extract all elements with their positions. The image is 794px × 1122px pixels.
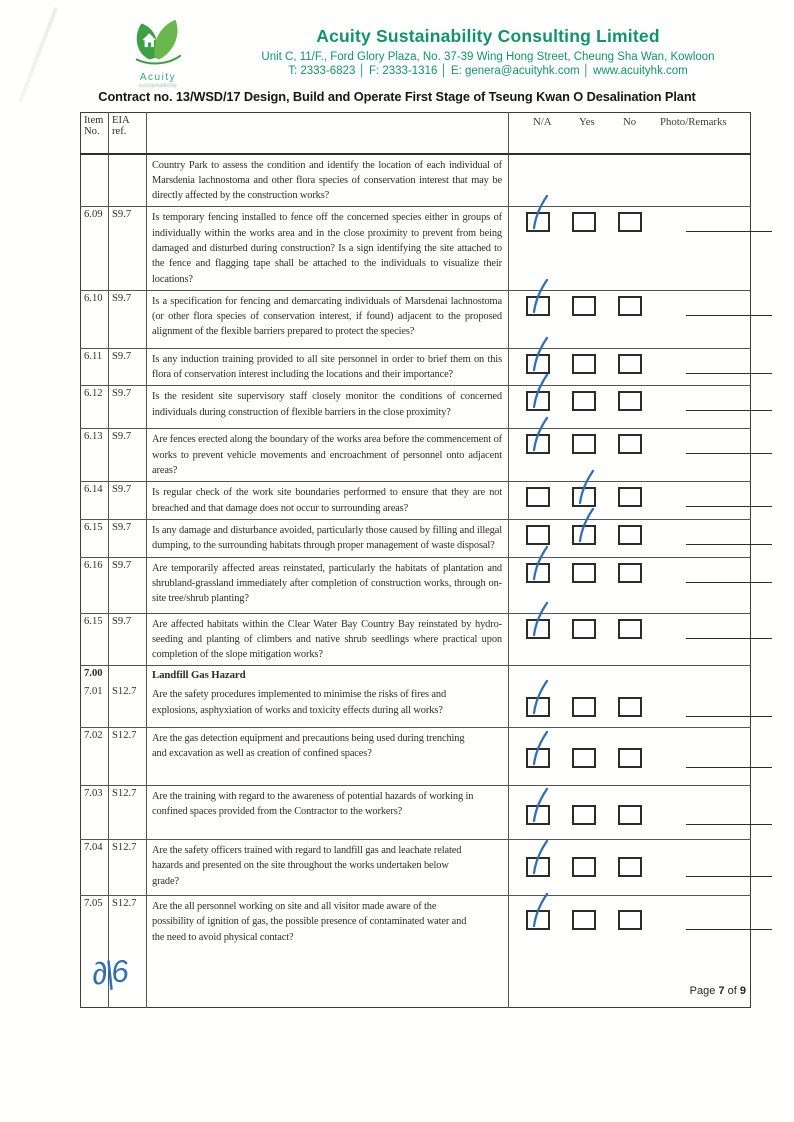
question-cell (147, 666, 509, 685)
checklist-table-wrap (80, 112, 750, 1008)
checkbox-yes[interactable] (572, 212, 596, 232)
remarks-line[interactable] (686, 910, 772, 930)
remarks-line[interactable] (686, 619, 772, 639)
question-cell (147, 727, 509, 785)
checks-cell (509, 785, 751, 839)
checkbox-no[interactable] (618, 296, 642, 316)
checkbox-yes[interactable] (572, 619, 596, 639)
col-header-no: No (623, 116, 637, 128)
checks-cell (509, 519, 751, 557)
col-header-item: Item No. (81, 113, 109, 154)
acuity-leaf-logo-icon (128, 18, 188, 66)
checks-cell (509, 290, 751, 348)
question-text: Are the all personnel working on site and all visitor made aware of the possibility of ignition of gas, the possible presence of contaminated water and the need to avoid physical contact? (152, 900, 467, 943)
question-cell (147, 519, 509, 557)
question-cell (147, 684, 509, 727)
remarks-line[interactable] (686, 391, 772, 411)
checkbox-yes-box (572, 296, 596, 316)
checks-cell (509, 348, 751, 386)
checkbox-yes-box (572, 212, 596, 232)
eia-ref-cell: S9.7 (109, 482, 147, 520)
question-text: Is temporary fencing installed to fence off the concerned species either in groups of individually within the works area and in the close proximity to prevent from being damaged and disturbed during construction? Is a sign identifying the site attached to the fence and flagging tape shall be attached to the individuals to visualize their locations? (152, 212, 502, 285)
checkbox-no-box (618, 434, 642, 454)
checkbox-na-box (526, 697, 550, 717)
checkbox-yes-box (572, 910, 596, 930)
checkbox-yes-box (572, 805, 596, 825)
col-header-yes: Yes (579, 116, 595, 128)
checkbox-na-box (526, 354, 550, 374)
checkbox-na-box (526, 391, 550, 411)
remarks-line[interactable] (686, 748, 772, 768)
checkbox-na-box (526, 748, 550, 768)
item-no-cell: 7.00 (81, 666, 109, 685)
checkbox-no[interactable] (618, 434, 642, 454)
item-no-cell: 7.05 (81, 895, 109, 1007)
item-no-cell: 6.15 (81, 613, 109, 666)
remarks-line[interactable] (686, 857, 772, 877)
table-row (81, 207, 751, 290)
question-cell (147, 290, 509, 348)
checkbox-no[interactable] (618, 748, 642, 768)
eia-ref-cell: S9.7 (109, 348, 147, 386)
question-text: Are the gas detection equipment and precautions being used during trenching and excavation as well as creation of confined spaces? (152, 732, 465, 760)
company-name: Acuity Sustainability Consulting Limited (316, 26, 660, 46)
checkbox-no[interactable] (618, 391, 642, 411)
checkbox-yes-box (572, 857, 596, 877)
item-no-cell: 6.13 (81, 429, 109, 482)
question-cell (147, 895, 509, 1007)
remarks-line[interactable] (686, 434, 772, 454)
col-header-question (147, 113, 509, 154)
question-text: Is a specification for fencing and demarcating individuals of Marsdenai lachnostoma (or other flora species of conservation interest, if found) adjacent to the proposed alignment of the flexible barriers prepared to protect the species? (152, 295, 502, 338)
checkbox-no-box (618, 910, 642, 930)
checkbox-na[interactable] (526, 525, 550, 545)
checks-cell (509, 386, 751, 429)
question-cell (147, 386, 509, 429)
col-header-na: N/A (533, 116, 552, 128)
item-no-cell: 6.09 (81, 207, 109, 290)
table-row (81, 429, 751, 482)
table-row (81, 348, 751, 386)
letterhead (210, 26, 766, 77)
checkbox-no[interactable] (618, 857, 642, 877)
eia-ref-cell: S12.7 (109, 785, 147, 839)
item-no-cell: 6.10 (81, 290, 109, 348)
checkbox-na[interactable] (526, 296, 550, 316)
remarks-line[interactable] (686, 354, 772, 374)
item-no-cell: 7.03 (81, 785, 109, 839)
checkbox-no[interactable] (618, 805, 642, 825)
checks-cell (509, 727, 751, 785)
question-cell (147, 154, 509, 207)
checks-cell (509, 207, 751, 290)
eia-ref-cell: S9.7 (109, 519, 147, 557)
checkbox-na-box (526, 805, 550, 825)
checkbox-na-box (526, 212, 550, 232)
checkbox-yes[interactable] (572, 434, 596, 454)
table-row (81, 386, 751, 429)
checkbox-no-box (618, 697, 642, 717)
item-no-cell: 6.12 (81, 386, 109, 429)
checkbox-no[interactable] (618, 619, 642, 639)
question-text: Country Park to assess the condition and identify the location of each individual of Marsdenia lachnostoma and other flora species of conservation interest that may be directly affected by the construction works? (152, 159, 502, 202)
checkbox-no-box (618, 805, 642, 825)
eia-ref-cell: S9.7 (109, 557, 147, 613)
checkbox-no[interactable] (618, 354, 642, 374)
table-row (81, 895, 751, 1007)
checkbox-no-box (618, 619, 642, 639)
checkbox-na-box (526, 563, 550, 583)
question-text: Are affected habitats within the Clear Water Bay Country Bay reinstated by hydro-seeding and planting of climbers and native shrub seedlings where practical upon completion of the slope mitigation works? (152, 618, 502, 661)
checkbox-yes[interactable] (572, 354, 596, 374)
remarks-line[interactable] (686, 697, 772, 717)
checkbox-na[interactable] (526, 619, 550, 639)
item-no-cell: 6.15 (81, 519, 109, 557)
checkbox-yes-box (572, 697, 596, 717)
checkbox-no-box (618, 487, 642, 507)
checkbox-yes-box (572, 748, 596, 768)
eia-ref-cell: S9.7 (109, 207, 147, 290)
remarks-line[interactable] (686, 525, 772, 545)
table-row (81, 154, 751, 207)
item-no-cell: 6.14 (81, 482, 109, 520)
table-row (81, 482, 751, 520)
checkbox-yes-box (572, 619, 596, 639)
checkbox-no-box (618, 563, 642, 583)
checkbox-yes[interactable] (572, 697, 596, 717)
question-cell (147, 557, 509, 613)
question-text: Is regular check of the work site boundaries performed to ensure that they are not breached and that damage does not occur to surrounding areas? (152, 487, 502, 514)
checkbox-na[interactable] (526, 391, 550, 411)
checkbox-yes[interactable] (572, 910, 596, 930)
checks-cell (509, 666, 751, 685)
checkbox-yes-box (572, 434, 596, 454)
checkbox-yes-box (572, 563, 596, 583)
checks-cell (509, 839, 751, 895)
page-number: Page 7 of 9 (689, 985, 746, 997)
checkbox-na[interactable] (526, 697, 550, 717)
eia-ref-cell: S12.7 (109, 727, 147, 785)
checkbox-na-box (526, 857, 550, 877)
eia-ref-cell: S9.7 (109, 290, 147, 348)
checkbox-na[interactable] (526, 212, 550, 232)
eia-ref-cell (109, 666, 147, 685)
remarks-line[interactable] (686, 805, 772, 825)
checkbox-no[interactable] (618, 212, 642, 232)
document-title: Contract no. 13/WSD/17 Design, Build and Operate First Stage of Tseung Kwan O Desalination Plant (98, 89, 696, 104)
logo-text: Acuity (139, 72, 177, 83)
checks-cell (509, 613, 751, 666)
question-text: Are the training with regard to the awareness of potential hazards of working in confined spaces provided from the Contractor to the workers? (152, 790, 474, 818)
checks-cell (509, 482, 751, 520)
checkbox-yes[interactable] (572, 748, 596, 768)
checkbox-na-box (526, 487, 550, 507)
question-text: Are temporarily affected areas reinstated, particularly the habitats of plantation and shrubland-grassland immediately after completion of construction works, through on-site tree/shrub planting? (152, 562, 502, 605)
checkbox-na[interactable] (526, 354, 550, 374)
section-row (81, 666, 751, 685)
col-header-eia: EIA ref. (109, 113, 147, 154)
checkbox-yes-box (572, 487, 596, 507)
checkbox-na[interactable] (526, 910, 550, 930)
table-row (81, 519, 751, 557)
col-header-photo-remarks: Photo/Remarks (660, 116, 727, 128)
checkbox-no-box (618, 748, 642, 768)
table-row (81, 785, 751, 839)
checklist-table (80, 112, 751, 1008)
checkbox-yes-box (572, 354, 596, 374)
question-text: Are fences erected along the boundary of the works area before the commencement of works to prevent vehicle movements and encroachment of personnel onto adjacent areas? (152, 434, 502, 477)
checkbox-no-box (618, 212, 642, 232)
company-address: Unit C, 11/F., Ford Glory Plaza, No. 37-39 Wing Hong Street, Cheung Sha Wan, Kowloon (261, 51, 715, 63)
checkbox-na[interactable] (526, 748, 550, 768)
table-row (81, 727, 751, 785)
table-row (81, 613, 751, 666)
checkbox-yes-box (572, 525, 596, 545)
table-header-row (81, 113, 751, 154)
item-no-cell (81, 154, 109, 207)
question-cell (147, 348, 509, 386)
checkbox-yes[interactable] (572, 857, 596, 877)
question-text: Is any damage and disturbance avoided, particularly those caused by filling and illegal dumping, to the surrounding habitats through proper management of waste disposal? (152, 524, 502, 552)
question-cell (147, 429, 509, 482)
eia-ref-cell: S9.7 (109, 386, 147, 429)
question-text: Is the resident site supervisory staff closely monitor the conditions of concerned individuals during construction of flexible barriers in the close proximity? (152, 391, 502, 418)
table-row (81, 839, 751, 895)
checks-cell (509, 429, 751, 482)
question-cell (147, 839, 509, 895)
question-text: Are the safety procedures implemented to minimise the risks of fires and explosions, asphyxiation of works and toxicity effects during all works? (152, 689, 447, 716)
checkbox-na[interactable] (526, 434, 550, 454)
checkbox-na-box (526, 296, 550, 316)
checkbox-yes[interactable] (572, 525, 596, 545)
checks-cell (509, 154, 751, 207)
remarks-line[interactable] (686, 296, 772, 316)
remarks-line[interactable] (686, 212, 772, 232)
checkbox-na-box (526, 619, 550, 639)
question-cell (147, 613, 509, 666)
checkbox-no-box (618, 354, 642, 374)
checkbox-yes-box (572, 391, 596, 411)
table-row (81, 557, 751, 613)
checkbox-no[interactable] (618, 563, 642, 583)
checkbox-na-box (526, 910, 550, 930)
eia-ref-cell: S12.7 (109, 895, 147, 1007)
eia-ref-cell: S12.7 (109, 684, 147, 727)
checkbox-yes[interactable] (572, 487, 596, 507)
checkbox-no[interactable] (618, 487, 642, 507)
item-no-cell: 6.11 (81, 348, 109, 386)
checkbox-na[interactable] (526, 805, 550, 825)
checkbox-no-box (618, 857, 642, 877)
question-cell (147, 482, 509, 520)
checkbox-na-box (526, 525, 550, 545)
checkbox-na[interactable] (526, 487, 550, 507)
checkbox-yes[interactable] (572, 563, 596, 583)
item-no-cell: 7.04 (81, 839, 109, 895)
item-no-cell: 6.16 (81, 557, 109, 613)
eia-ref-cell: S9.7 (109, 429, 147, 482)
checkbox-yes[interactable] (572, 805, 596, 825)
checkbox-no-box (618, 296, 642, 316)
checkbox-yes[interactable] (572, 391, 596, 411)
col-header-checks (509, 113, 751, 154)
question-cell (147, 785, 509, 839)
question-cell (147, 207, 509, 290)
question-text: Are the safety officers trained with regard to landfill gas and leachate related hazards and presented on the site throughout the works undertaken below grade? (152, 844, 462, 887)
eia-ref-cell (109, 154, 147, 207)
checkbox-na-box (526, 434, 550, 454)
checkbox-no-box (618, 391, 642, 411)
company-logo (116, 18, 200, 89)
item-no-cell: 7.02 (81, 727, 109, 785)
checkbox-na[interactable] (526, 563, 550, 583)
checks-cell (509, 684, 751, 727)
checkbox-yes[interactable] (572, 296, 596, 316)
remarks-line[interactable] (686, 563, 772, 583)
checkbox-no-box (618, 525, 642, 545)
table-row (81, 684, 751, 727)
checkbox-no[interactable] (618, 697, 642, 717)
eia-ref-cell: S9.7 (109, 613, 147, 666)
eia-ref-cell: S12.7 (109, 839, 147, 895)
checkbox-no[interactable] (618, 525, 642, 545)
remarks-line[interactable] (686, 487, 772, 507)
section-title: Landfill Gas Hazard (152, 669, 246, 682)
handwritten-mark: ∂|6 (90, 953, 129, 992)
company-contact: T: 2333-6823 │ F: 2333-1316 │ E: genera@acuityhk.com │ www.acuityhk.com (288, 65, 688, 77)
table-row (81, 290, 751, 348)
checkbox-na[interactable] (526, 857, 550, 877)
question-text: Is any induction training provided to all site personnel in order to brief them on this flora of conservation interest including the locations and their importance? (152, 353, 502, 381)
checkbox-no[interactable] (618, 910, 642, 930)
checks-cell (509, 557, 751, 613)
logo-tagline: sustainability (138, 83, 178, 89)
item-no-cell: 7.01 (84, 686, 103, 698)
